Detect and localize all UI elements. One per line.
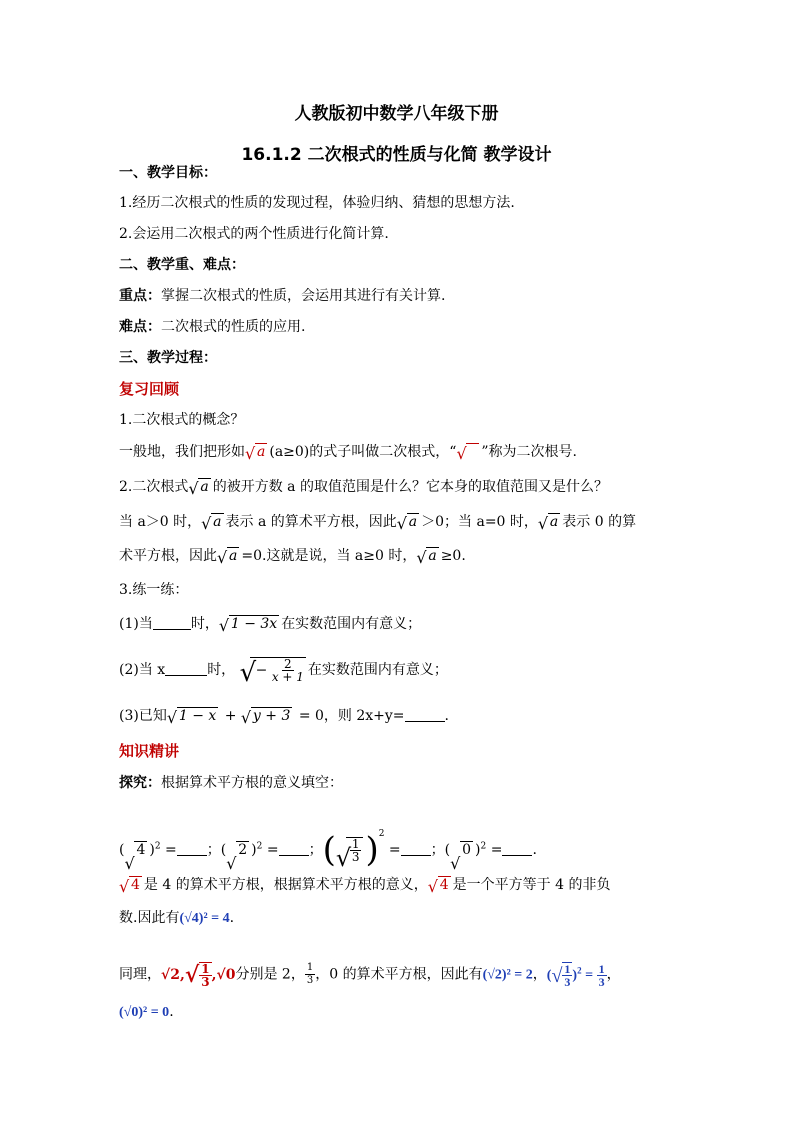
explanation-line	[119, 1002, 174, 1023]
text-segment: ，0 的算术平方根，因此有	[315, 966, 483, 983]
key-label: 重点：	[119, 288, 161, 304]
radical-expression: √ a	[188, 479, 209, 498]
answer-blank	[401, 841, 431, 856]
text-segment: .	[444, 708, 449, 724]
answer-line	[119, 512, 636, 532]
explanation-line	[119, 908, 234, 929]
explore-label: 探究：	[119, 775, 161, 791]
fill-in-line: ( √ 4 )$^2$ = ；( √ 2 )$^2$ = ；( √ $\frac{1}{3}$ )$^2$ = ；( √ 0 )$^2$ = .	[119, 829, 537, 873]
text-segment: 是一个平方等于 4 的非负	[452, 877, 611, 893]
exercise-1	[119, 614, 421, 634]
answer-blank	[279, 841, 309, 856]
text-segment: 表示 0 的算	[562, 514, 637, 530]
question-1: 1.二次根式的概念？	[119, 412, 245, 428]
text-segment: =	[266, 842, 279, 858]
radical-expression: √ a	[217, 548, 238, 567]
question-3: 3.练一练：	[119, 582, 189, 598]
document-title: 人教版初中数学八年级下册	[294, 104, 499, 124]
answer-blank	[177, 841, 207, 856]
text-segment: 2.二次根式	[119, 479, 189, 495]
exercise-2	[119, 652, 448, 688]
goal-item: 2.会运用二次根式的两个性质进行化简计算.	[119, 226, 389, 242]
answer-blank	[153, 615, 191, 630]
radical-expression: √ y + 3	[240, 708, 291, 727]
section-heading-process: 三、教学过程：	[119, 350, 217, 366]
text-segment: 在实数范围内有意义；	[281, 616, 422, 632]
text-segment: 分别是 2，	[235, 966, 305, 983]
radical-list: √2,√ $\frac{1}{3}$ ,√0	[161, 961, 236, 989]
text-segment: ；	[206, 842, 221, 858]
text-segment: ”称为二次根号.	[481, 444, 577, 460]
text-segment: .	[169, 1004, 174, 1020]
answer-blank	[502, 841, 532, 856]
section-heading-keypoints: 二、教学重、难点：	[119, 257, 245, 273]
radical-expression: √ a	[245, 444, 266, 463]
text-segment: 时，	[190, 616, 219, 632]
fraction-one-third: $\frac{1}{3}$	[306, 962, 314, 987]
text-segment: ；	[430, 842, 445, 858]
text-segment: ；	[308, 842, 323, 858]
difficulty-label: 难点：	[119, 319, 161, 335]
text-segment: 数.因此有	[119, 910, 180, 926]
text-segment: (1)当	[119, 616, 153, 632]
math-formula: (√0)² = 0	[119, 1005, 170, 1020]
radical-expression: √ $\frac{1}{3}$	[336, 828, 364, 872]
text-segment: (3)已知	[119, 708, 167, 724]
question-2	[119, 477, 608, 497]
radical-expression: √ 2	[226, 842, 248, 873]
subheading-review: 复习回顾	[119, 380, 180, 398]
radical-expression: √ a	[416, 548, 437, 567]
radical-expression: √ a	[537, 514, 559, 533]
radical-symbol: √	[456, 442, 479, 462]
text-segment: 当 a＞0 时，	[119, 514, 202, 530]
subheading-knowledge: 知识精讲	[119, 742, 180, 760]
exercise-3	[119, 706, 449, 726]
text-segment: 时，	[207, 662, 236, 678]
section-heading-goals: 一、教学目标：	[119, 165, 217, 181]
text-segment: 表示 a 的算术平方根，因此	[225, 514, 397, 530]
radical-expression: √ 1 − x	[166, 708, 217, 727]
radical-expression: √ 4	[119, 877, 140, 896]
text-segment: .	[229, 910, 235, 926]
answer-blank	[165, 661, 207, 676]
key-point	[119, 286, 445, 306]
goal-item: 1.经历二次根式的性质的发现过程，体验归纳、猜想的思想方法.	[119, 195, 515, 211]
text-segment: ，	[532, 966, 547, 983]
radical-expression: √ − $\frac{2}{x + 1}$	[239, 656, 304, 688]
answer-line	[119, 546, 466, 566]
definition-line	[119, 442, 577, 462]
text-segment: = 0，则 2x+y=	[298, 708, 405, 724]
math-formula: (√2)² = 2	[482, 967, 533, 983]
explore-line	[119, 773, 343, 793]
radical-expression: √ 4	[427, 877, 449, 896]
radical-expression: √ a	[396, 514, 418, 533]
radical-expression: √ 1 − 3x	[218, 616, 278, 635]
key-text: 掌握二次根式的性质，会运用其进行有关计算.	[161, 288, 446, 304]
radical-expression: √ a	[201, 514, 222, 533]
answer-blank	[405, 707, 445, 722]
text-segment: (2)当 x	[119, 662, 166, 678]
difficulty-text: 二次根式的性质的应用.	[161, 319, 306, 335]
text-segment: (a≥0)的式子叫做二次根式，“	[269, 444, 457, 460]
math-formula: (√4)² = 4	[179, 911, 230, 926]
radical-expression: √ 4	[124, 842, 146, 873]
text-segment: =	[388, 842, 401, 858]
text-segment: 在实数范围内有意义；	[307, 662, 448, 678]
text-segment: =	[165, 842, 177, 858]
radical-expression: √ 0	[450, 842, 472, 873]
text-segment: 同理，	[119, 966, 161, 983]
explanation-line	[119, 875, 610, 895]
explanation-line	[119, 952, 621, 994]
text-segment: ＞0；当 a=0 时，	[421, 514, 538, 530]
text-segment: +	[224, 708, 237, 724]
text-segment: 是 4 的算术平方根，根据算术平方根的意义，	[143, 877, 428, 893]
text-segment: ，	[606, 966, 621, 983]
text-segment: 术平方根，因此	[119, 548, 217, 564]
math-formula: (√ $\frac{1}{3}$ )$^2$ = $\frac{1}{3}$	[546, 961, 605, 990]
text-segment: 一般地，我们把形如	[119, 444, 245, 460]
difficulty-point	[119, 317, 305, 337]
explore-text: 根据算术平方根的意义填空：	[161, 775, 343, 791]
text-segment: .	[532, 842, 537, 858]
text-segment: =0.这就是说，当 a≥0 时，	[241, 548, 417, 564]
lesson-title: 16.1.2 二次根式的性质与化简 教学设计	[241, 145, 552, 165]
text-segment: =	[490, 842, 503, 858]
text-segment: 的被开方数 a 的取值范围是什么？它本身的取值范围又是什么？	[212, 479, 608, 495]
text-segment: ≥0.	[440, 548, 466, 564]
